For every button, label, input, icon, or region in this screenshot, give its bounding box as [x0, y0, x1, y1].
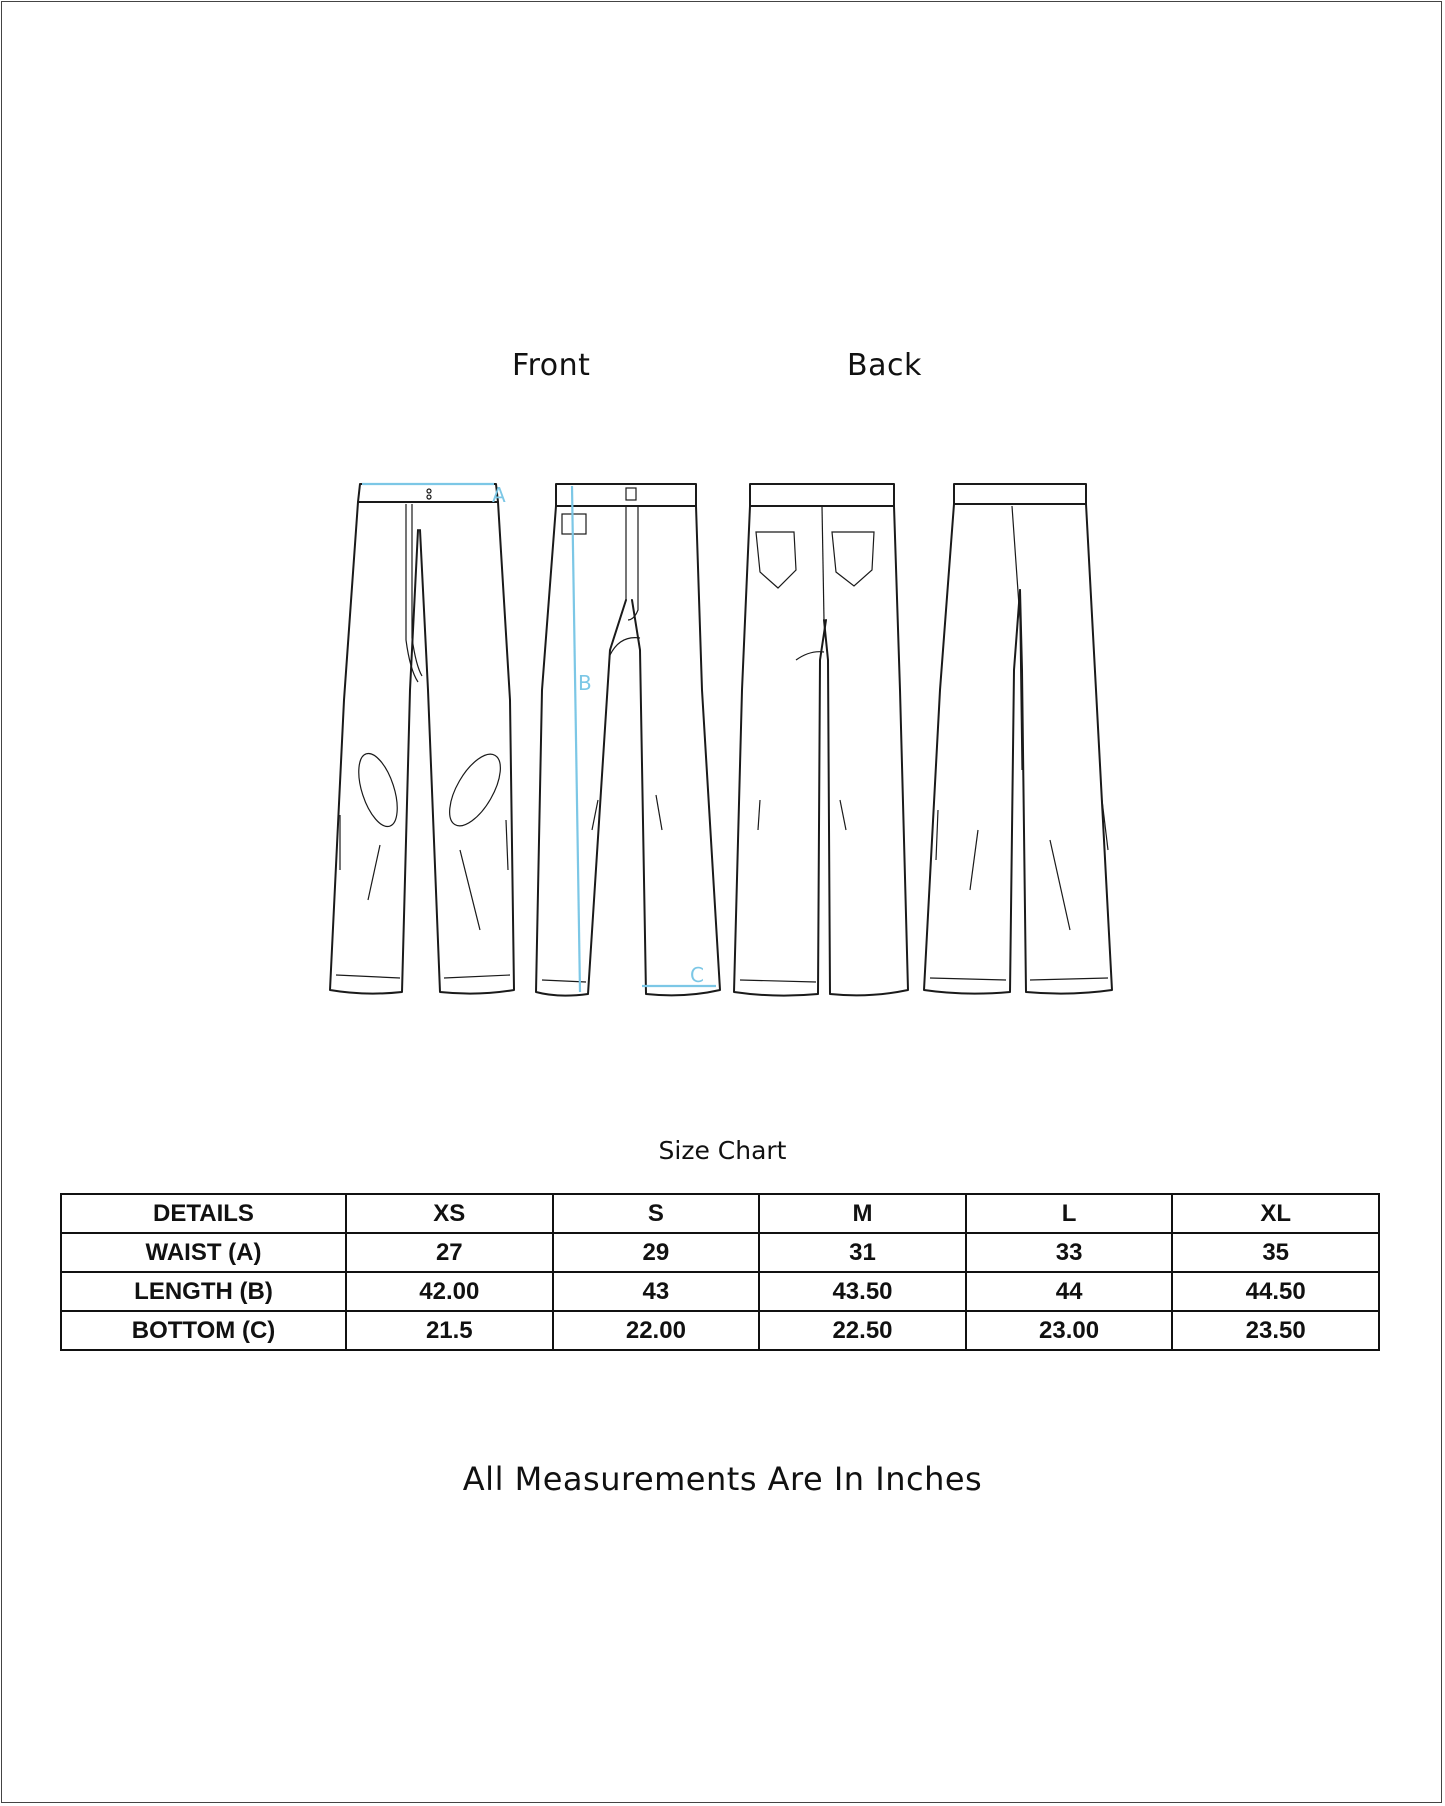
pants-front-left-drawing — [330, 484, 514, 994]
table-header-cell: S — [553, 1194, 760, 1233]
table-cell: WAIST (A) — [61, 1233, 346, 1272]
back-view-label: Back — [847, 348, 922, 383]
table-header-cell: XS — [346, 1194, 553, 1233]
table-cell: 43.50 — [759, 1272, 966, 1311]
table-cell: 35 — [1172, 1233, 1379, 1272]
front-view-label: Front — [512, 348, 591, 383]
table-cell: 43 — [553, 1272, 760, 1311]
table-header-cell: XL — [1172, 1194, 1379, 1233]
table-cell: 21.5 — [346, 1311, 553, 1350]
table-row — [61, 1311, 1379, 1350]
table-cell: 31 — [759, 1233, 966, 1272]
table-header-cell: M — [759, 1194, 966, 1233]
table-header-cell: L — [966, 1194, 1173, 1233]
marker-a: A — [492, 483, 506, 507]
marker-b: B — [578, 671, 592, 695]
table-cell: LENGTH (B) — [61, 1272, 346, 1311]
marker-c: C — [690, 963, 704, 987]
table-cell: 23.50 — [1172, 1311, 1379, 1350]
table-header-row — [61, 1194, 1379, 1233]
table-cell: 44 — [966, 1272, 1173, 1311]
table-cell: BOTTOM (C) — [61, 1311, 346, 1350]
table-cell: 23.00 — [966, 1311, 1173, 1350]
table-cell: 22.50 — [759, 1311, 966, 1350]
table-cell: 33 — [966, 1233, 1173, 1272]
table-cell: 27 — [346, 1233, 553, 1272]
table-cell: 22.00 — [553, 1311, 760, 1350]
pants-back-drawing — [734, 484, 908, 996]
size-chart-title: Size Chart — [658, 1136, 787, 1165]
table-row — [61, 1233, 1379, 1272]
table-header-cell: DETAILS — [61, 1194, 346, 1233]
pants-back-right-drawing — [924, 484, 1112, 994]
measurement-units-note: All Measurements Are In Inches — [462, 1460, 983, 1498]
length-measure-line — [572, 486, 580, 992]
size-chart-table — [60, 1193, 1380, 1351]
table-row — [61, 1272, 1379, 1311]
table-cell: 29 — [553, 1233, 760, 1272]
table-cell: 42.00 — [346, 1272, 553, 1311]
table-cell: 44.50 — [1172, 1272, 1379, 1311]
pants-illustration — [310, 470, 1140, 1010]
pants-front-drawing — [536, 484, 720, 996]
